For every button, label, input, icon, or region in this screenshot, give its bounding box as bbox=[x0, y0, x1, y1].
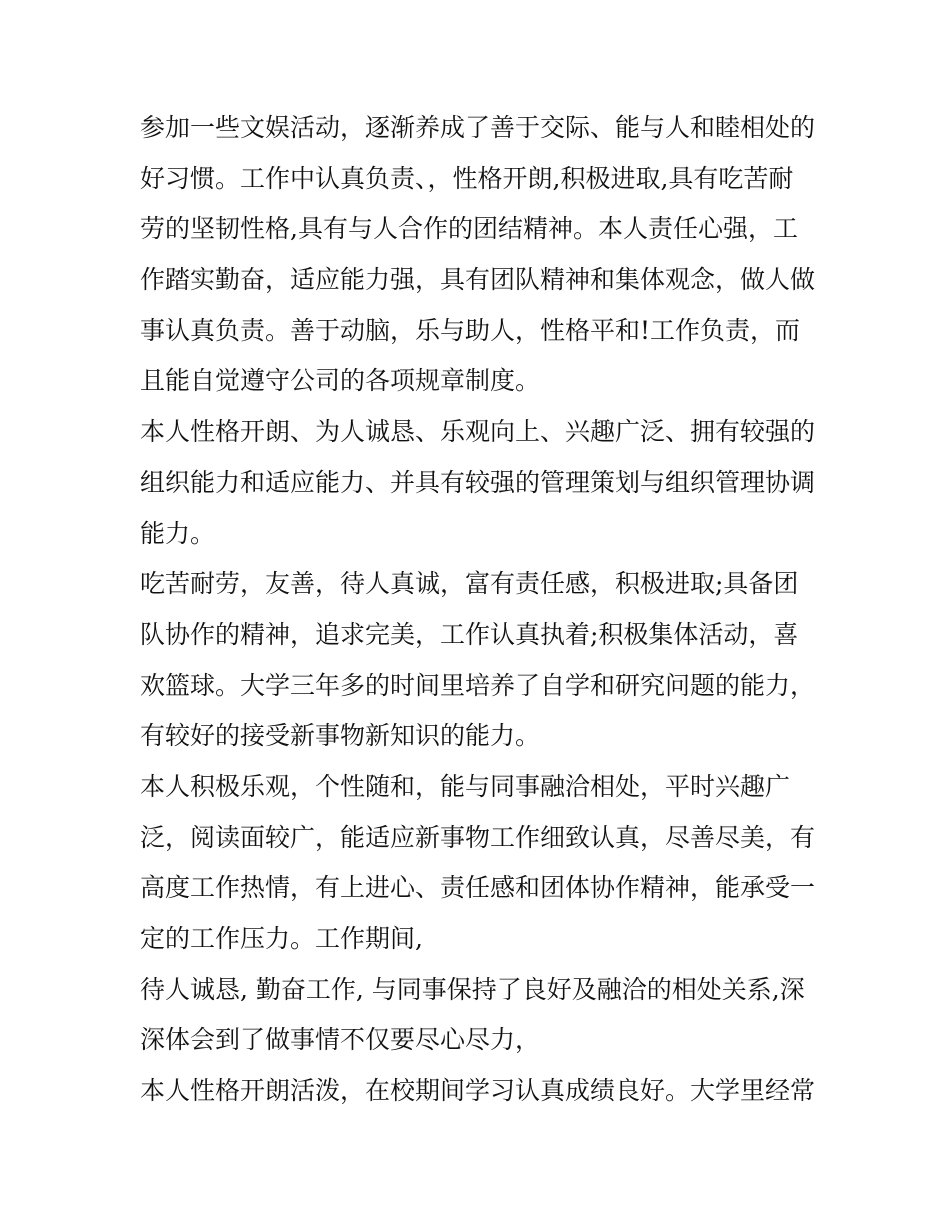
text-line: 本人性格开朗活泼，在校期间学习认真成绩良好。大学里经常 bbox=[140, 1076, 816, 1106]
text-line: 劳的坚韧性格,具有与人合作的团结精神。本人责任心强，工 bbox=[140, 214, 798, 244]
text-line: 高度工作热情，有上进心、责任感和团体协作精神，能承受一 bbox=[140, 873, 816, 903]
text-line: 队协作的精神，追求完美，工作认真执着;积极集体活动，喜 bbox=[140, 619, 799, 649]
text-line: 参加一些文娱活动，逐渐养成了善于交际、能与人和睦相处的 bbox=[140, 113, 816, 142]
text-line: 事认真负责。善于动脑，乐与助人，性格平和!工作负责，而 bbox=[140, 315, 801, 345]
text-line: 吃苦耐劳，友善，待人真诚，富有责任感，积极进取;具备团 bbox=[140, 569, 799, 599]
text-line: 有较好的接受新事物新知识的能力。 bbox=[140, 721, 541, 751]
text-line: 且能自觉遵守公司的各项规章制度。 bbox=[140, 366, 541, 396]
text-line: 定的工作压力。工作期间, bbox=[140, 924, 423, 953]
text-line: 能力。 bbox=[140, 518, 216, 548]
text-line: 欢篮球。大学三年多的时间里培养了自学和研究问题的能力， bbox=[140, 670, 816, 700]
text-line: 泛，阅读面较广，能适应新事物工作细致认真，尽善尽美，有 bbox=[140, 822, 816, 852]
text-line: 本人积极乐观，个性随和，能与同事融洽相处，平时兴趣广 bbox=[140, 771, 791, 801]
text-line: 本人性格开朗、为人诚恳、乐观向上、兴趣广泛、拥有较强的 bbox=[140, 417, 816, 447]
text-line: 深体会到了做事情不仅要尽心尽力， bbox=[140, 1025, 541, 1055]
text-line: 组织能力和适应能力、并具有较强的管理策划与组织管理协调 bbox=[140, 467, 816, 497]
text-line: 待人诚恳, 勤奋工作, 与同事保持了良好及融洽的相处关系,深 bbox=[140, 974, 805, 1004]
text-line: 好习惯。工作中认真负责、，性格开朗,积极进取,具有吃苦耐 bbox=[140, 163, 794, 193]
text-line: 作踏实勤奋，适应能力强，具有团队精神和集体观念，做人做 bbox=[140, 265, 816, 295]
document-body bbox=[140, 103, 820, 1117]
